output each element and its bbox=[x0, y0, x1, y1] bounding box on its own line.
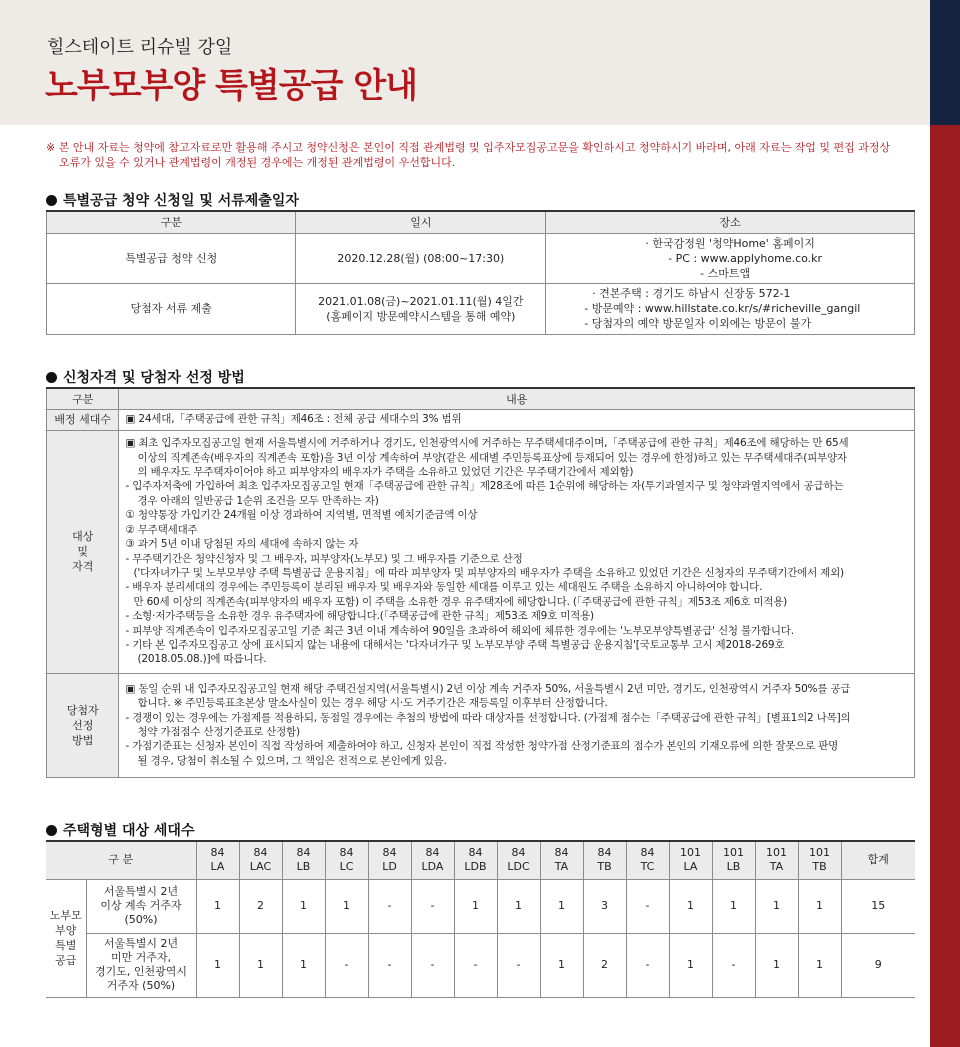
section-title-schedule bbox=[46, 190, 299, 210]
value-cell: 1 bbox=[497, 879, 540, 933]
unit-type-code: TB bbox=[597, 860, 612, 874]
place-line: - 방문예약 : www.hillstate.co.kr/s/#richeville_gangil bbox=[584, 302, 861, 315]
unit-type-header bbox=[325, 841, 368, 879]
table-header-row bbox=[46, 841, 915, 879]
unit-type-header bbox=[798, 841, 841, 879]
date-line: 2020.12.28(월) (08:00~17:30) bbox=[337, 251, 505, 265]
value-cell: - bbox=[712, 933, 755, 997]
row-label-line: 거주자 (50%) bbox=[106, 979, 176, 992]
content-line: 경우 아래의 일반공급 1순위 조건을 모두 만족하는 자) bbox=[137, 494, 379, 507]
unit-type-size: 84 bbox=[382, 846, 397, 860]
group-label bbox=[46, 879, 86, 997]
eligibility-table bbox=[46, 387, 915, 778]
unit-type-code: TA bbox=[769, 860, 784, 874]
section-title-units bbox=[46, 820, 194, 840]
value-cell: 1 bbox=[540, 879, 583, 933]
unit-type-code: LDA bbox=[421, 860, 444, 874]
place-line: - 당첨자의 예약 방문일자 이외에는 방문이 불가 bbox=[584, 317, 812, 330]
unit-type-header bbox=[755, 841, 798, 879]
table-header: 구분 bbox=[47, 211, 296, 233]
unit-type-code: TC bbox=[640, 860, 655, 874]
unit-type-size: 84 bbox=[296, 846, 311, 860]
unit-type-size: 101 bbox=[680, 846, 701, 860]
table-header: 장소 bbox=[546, 211, 915, 233]
table-row bbox=[46, 879, 915, 933]
value-cell: 1 bbox=[798, 879, 841, 933]
table-header: 내용 bbox=[119, 388, 915, 409]
date-line: 2021.01.08(금)~2021.01.11(월) 4일간 bbox=[318, 294, 524, 308]
unit-type-header bbox=[411, 841, 454, 879]
value-cell: - bbox=[626, 933, 669, 997]
place-cell bbox=[546, 233, 915, 283]
content-line: - 기타 본 입주자모집공고 상에 표시되지 않는 내용에 대해서는 '다자녀가구 및 노부모부양 주택 특별공급 운용지침'[국토교통부 고시 제2018-269호 bbox=[125, 638, 785, 651]
row-label-line: 자격 bbox=[72, 560, 94, 573]
place-cell bbox=[546, 283, 915, 334]
table-row bbox=[47, 233, 915, 283]
unit-type-code: LB bbox=[726, 860, 741, 874]
value-cell: - bbox=[368, 879, 411, 933]
row-label-line: 미만 거주자, bbox=[110, 951, 172, 964]
row-label: 특별공급 청약 신청 bbox=[47, 233, 296, 283]
content-line: - 소형·저가주택등을 소유한 경우 유주택자에 해당합니다.(「주택공급에 관한 규칙」제53조 제9호 미적용) bbox=[125, 610, 594, 623]
unit-type-size: 84 bbox=[210, 846, 225, 860]
row-label-line: 대상 bbox=[72, 530, 94, 543]
row-label-line: 배정 세대수 bbox=[54, 413, 112, 426]
table-row bbox=[47, 283, 915, 334]
content-line: - 무주택기간은 청약신청자 및 그 배우자, 피부양자(노부모) 및 그 배우자를 기준으로 산정 bbox=[125, 552, 523, 565]
table-row bbox=[47, 430, 915, 673]
value-cell: - bbox=[368, 933, 411, 997]
unit-type-code: TA bbox=[554, 860, 569, 874]
unit-type-size: 101 bbox=[723, 846, 744, 860]
value-cell: 3 bbox=[583, 879, 626, 933]
value-cell: - bbox=[411, 879, 454, 933]
unit-type-size: 101 bbox=[766, 846, 787, 860]
total-header: 합계 bbox=[841, 841, 915, 879]
value-cell: - bbox=[626, 879, 669, 933]
content-line: ▣ 24세대,「주택공급에 관한 규칙」제46조 : 전체 공급 세대수의 3% 범위 bbox=[125, 413, 462, 426]
content-line: - 배우자 분리세대의 경우에는 주민등록이 분리된 배우자 및 배우자와 동일한 세대를 이루고 있는 세대원도 주택을 소유하지 아니하여야 합니다. bbox=[125, 581, 763, 594]
disclaimer-notice: ※ 본 안내 자료는 청약에 참고자료로만 활용해 주시고 청약신청은 본인이 직접 관계법령 및 입주자모집공고문을 확인하시고 청약하시기 바라며, 아래 자료는 작업 및 편집 과정상 오류가 있을 수 있거나 관계법령이 개정된 경우에는 개정된 관계법령이 우선합니다. bbox=[46, 141, 891, 169]
content-line: 의 배우자도 무주택자이어야 하고 피부양자의 배우자가 주택을 소유하고 있었던 기간은 무주택기간에서 제외함) bbox=[137, 466, 634, 479]
place-line: - 스마트앱 bbox=[700, 266, 751, 280]
value-cell: - bbox=[411, 933, 454, 997]
row-label bbox=[86, 879, 196, 933]
row-label-line: 경기도, 인천광역시 bbox=[94, 965, 187, 978]
unit-type-size: 84 bbox=[640, 846, 655, 860]
unit-type-code: LDC bbox=[507, 860, 530, 874]
unit-type-code: LAC bbox=[249, 860, 272, 874]
content-line: (2018.05.08.)]에 따릅니다. bbox=[137, 653, 267, 666]
value-cell: 1 bbox=[712, 879, 755, 933]
value-cell: 1 bbox=[798, 933, 841, 997]
row-label-line: (50%) bbox=[124, 913, 158, 926]
value-cell: 1 bbox=[454, 879, 497, 933]
row-label-line: 선정 bbox=[72, 718, 94, 732]
table-row bbox=[46, 933, 915, 997]
total-cell: 15 bbox=[841, 879, 915, 933]
unit-type-header bbox=[497, 841, 540, 879]
value-cell: 1 bbox=[669, 879, 712, 933]
group-label-line: 공급 bbox=[55, 954, 77, 967]
content-line: - 가점기준표는 신청자 본인이 직접 작성하여 제출하여야 하고, 신청자 본인이 직접 작성한 청약가점 산정기준표의 점수가 본인의 기재오류에 의한 잘못으로 판명 bbox=[125, 740, 839, 753]
value-cell: 2 bbox=[583, 933, 626, 997]
value-cell: 1 bbox=[540, 933, 583, 997]
value-cell: - bbox=[497, 933, 540, 997]
unit-type-header bbox=[368, 841, 411, 879]
value-cell: 1 bbox=[669, 933, 712, 997]
unit-type-code: LC bbox=[339, 860, 354, 874]
content-line: ('다자녀가구 및 노부모부양 주택 특별공급 운용지침」에 따라 피부양자 및 피부양자의 배우자가 주택을 소유하고 있었던 기간은 신청자의 무주택기간에서 제외) bbox=[133, 566, 844, 579]
group-label-line: 특별 bbox=[55, 939, 77, 952]
table-header: 구분 bbox=[47, 388, 119, 409]
value-cell: 1 bbox=[755, 879, 798, 933]
row-label bbox=[86, 933, 196, 997]
unit-type-size: 84 bbox=[253, 846, 268, 860]
value-cell: 1 bbox=[282, 879, 325, 933]
place-line: · 한국감정원 '청약Home' 홈페이지 bbox=[645, 236, 815, 250]
value-cell: 1 bbox=[755, 933, 798, 997]
unit-type-code: LDB bbox=[464, 860, 487, 874]
unit-type-code: LB bbox=[296, 860, 311, 874]
value-cell: 1 bbox=[239, 933, 282, 997]
unit-type-size: 84 bbox=[425, 846, 440, 860]
section-title-text: 주택형별 대상 세대수 bbox=[63, 823, 195, 839]
place-line: · 견본주택 : 경기도 하남시 신장동 572-1 bbox=[592, 287, 791, 300]
section-title-text: 신청자격 및 당첨자 선정 방법 bbox=[63, 370, 245, 386]
row-label-line: 서울특별시 2년 bbox=[103, 937, 179, 950]
unit-type-header bbox=[626, 841, 669, 879]
value-cell: - bbox=[325, 933, 368, 997]
section-title-text: 특별공급 청약 신청일 및 서류제출일자 bbox=[63, 193, 299, 209]
group-label-line: 노부모 bbox=[49, 909, 82, 922]
unit-type-code: TB bbox=[812, 860, 827, 874]
row-label-line: 당첨자 bbox=[66, 703, 99, 717]
content-line: 만 60세 이상의 직계존속(피부양자의 배우자 포함) 이 주택을 소유한 경우 유주택자에 해당합니다. (「주택공급에 관한 규칙」제53조 제6호 미적용) bbox=[133, 595, 788, 608]
content-line: 합니다. ※ 주민등록표초본상 말소사실이 있는 경우 해당 시·도 거주기간은 재등록일 이후부터 산정합니다. bbox=[137, 697, 608, 710]
content-line: ③ 과거 5년 이내 당첨된 자의 세대에 속하지 않는 자 bbox=[125, 538, 359, 551]
row-label-line: 및 bbox=[77, 545, 89, 558]
table-header: 일시 bbox=[296, 211, 546, 233]
row-label-line: 이상 계속 거주자 bbox=[100, 899, 182, 912]
date-cell bbox=[296, 283, 546, 334]
row-label-line: 방법 bbox=[72, 733, 94, 747]
table-row bbox=[47, 409, 915, 430]
content-line: ▣ 동일 순위 내 입주자모집공고일 현재 해당 주택건설지역(서울특별시) 2년 이상 계속 거주자 50%, 서울특별시 2년 미만, 경기도, 인천광역시 거주자 50%를 공급 bbox=[125, 682, 851, 695]
content-line: - 경쟁이 있는 경우에는 가점제를 적용하되, 동점일 경우에는 추첨의 방법에 따라 대상자를 선정합니다. (가점제 점수는「주택공급에 관한 규칙」[별표1의2 나목]의 bbox=[125, 711, 851, 724]
unit-type-header bbox=[454, 841, 497, 879]
content-line: - 피부양 직계존속이 입주자모집공고일 기준 최근 3년 이내 계속하여 90일을 초과하여 해외에 체류한 경우에는 '노부모부양특별공급' 신청 불가합니다. bbox=[125, 624, 794, 637]
schedule-table bbox=[46, 210, 915, 335]
row-label-line: 서울특별시 2년 bbox=[103, 885, 179, 898]
content-line: ▣ 최초 입주자모집공고일 현재 서울특별시에 거주하거나 경기도, 인천광역시에 거주하는 무주택세대주이며,「주택공급에 관한 규칙」제46조에 해당하는 만 65세 bbox=[125, 437, 849, 450]
row-label bbox=[47, 673, 119, 777]
unit-type-header bbox=[712, 841, 755, 879]
unit-type-size: 84 bbox=[554, 846, 569, 860]
value-cell: 1 bbox=[196, 933, 239, 997]
table-row bbox=[47, 673, 915, 777]
content-line: 이상의 직계존속(배우자의 직계존속 포함)을 3년 이상 계속하여 부양(같은 세대별 주민등록표상에 등재되어 있는 경우에 한정)하고 있는 무주택세대주(피부양자 bbox=[137, 451, 847, 464]
unit-type-header bbox=[583, 841, 626, 879]
value-cell: 1 bbox=[325, 879, 368, 933]
page-title: 노부모부양 특별공급 안내 bbox=[45, 66, 417, 106]
bullet-dot-icon bbox=[46, 825, 57, 836]
content-cell bbox=[119, 409, 915, 430]
unit-type-header bbox=[540, 841, 583, 879]
value-cell: 2 bbox=[239, 879, 282, 933]
unit-type-size: 84 bbox=[339, 846, 354, 860]
unit-type-code: LD bbox=[382, 860, 397, 874]
content-cell bbox=[119, 673, 915, 777]
unit-type-size: 101 bbox=[809, 846, 830, 860]
content-cell bbox=[119, 430, 915, 673]
unit-type-header bbox=[282, 841, 325, 879]
page-subtitle: 힐스테이트 리슈빌 강일 bbox=[47, 37, 233, 58]
value-cell: 1 bbox=[196, 879, 239, 933]
sidebar-navy-bar bbox=[930, 0, 960, 125]
row-label bbox=[47, 430, 119, 673]
unit-type-header bbox=[669, 841, 712, 879]
table-header: 구 분 bbox=[46, 841, 196, 879]
content-line: ① 청약통장 가입기간 24개월 이상 경과하여 지역별, 면적별 예치기준금액 이상 bbox=[125, 509, 478, 522]
row-label: 당첨자 서류 제출 bbox=[47, 283, 296, 334]
units-table bbox=[46, 840, 915, 998]
unit-type-code: LA bbox=[210, 860, 225, 874]
group-label-line: 부양 bbox=[55, 924, 77, 937]
total-cell: 9 bbox=[841, 933, 915, 997]
unit-type-size: 84 bbox=[511, 846, 526, 860]
header-banner bbox=[0, 0, 930, 125]
content-line: ② 무주택세대주 bbox=[125, 523, 198, 536]
sidebar-red-bar bbox=[930, 125, 960, 1047]
value-cell: - bbox=[454, 933, 497, 997]
bullet-dot-icon bbox=[46, 372, 57, 383]
row-label bbox=[47, 409, 119, 430]
unit-type-size: 84 bbox=[597, 846, 612, 860]
date-line: (홈페이지 방문예약시스템을 통해 예약) bbox=[326, 309, 516, 323]
place-line: - PC : www.applyhome.co.kr bbox=[668, 251, 823, 265]
unit-type-header bbox=[196, 841, 239, 879]
content-line: 될 경우, 당첨이 취소될 수 있으며, 그 책임은 전적으로 본인에게 있음. bbox=[137, 754, 447, 767]
value-cell: 1 bbox=[282, 933, 325, 997]
date-cell bbox=[296, 233, 546, 283]
content-line: 청약 가점점수 산정기준표로 산정함) bbox=[137, 726, 300, 738]
unit-type-header bbox=[239, 841, 282, 879]
unit-type-size: 84 bbox=[468, 846, 483, 860]
section-title-eligibility bbox=[46, 367, 245, 387]
unit-type-code: LA bbox=[683, 860, 698, 874]
content-line: - 입주자저축에 가입하여 최초 입주자모집공고일 현재「주택공급에 관한 규칙」제28조에 따른 1순위에 해당하는 자(투기과열지구 및 청약과열지역에서 공급하는 bbox=[125, 480, 844, 493]
bullet-dot-icon bbox=[46, 195, 57, 206]
